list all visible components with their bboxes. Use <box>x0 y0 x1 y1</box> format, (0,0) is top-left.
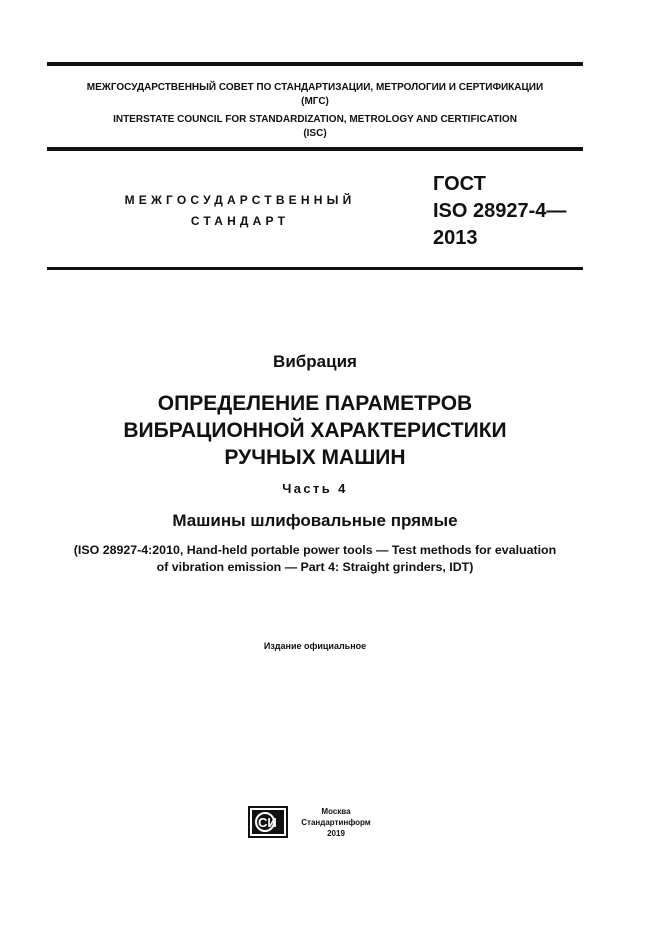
gost-designation <box>433 171 566 252</box>
main-title-line3: РУЧНЫХ МАШИН <box>224 446 406 469</box>
publisher-name: Стандартинформ <box>301 818 371 827</box>
topic-title: Вибрация <box>273 352 357 371</box>
council-header-en <box>47 113 583 141</box>
part-number: Часть 4 <box>282 481 348 496</box>
iso-reference-line2: of vibration emission — Part 4: Straight grinders, IDT) <box>156 560 474 574</box>
gost-line1: ГОСТ <box>433 173 486 195</box>
standard-label-line2: СТАНДАРТ <box>190 214 290 228</box>
part-subtitle: Машины шлифовальные прямые <box>172 511 458 530</box>
iso-reference-line1: (ISO 28927-4:2010, Hand-held portable power tools — Test methods for evaluation <box>73 543 557 557</box>
logo-lettering: СИ <box>258 815 277 830</box>
publisher-text <box>296 806 376 839</box>
gost-line3: 2013 <box>433 227 478 249</box>
interstate-standard-label <box>80 190 400 232</box>
gost-line2: ISO 28927-4— <box>433 200 567 222</box>
council-en-line1: INTERSTATE COUNCIL FOR STANDARDIZATION, METROLOGY AND CERTIFICATION <box>113 114 517 125</box>
council-en-line2: (ISC) <box>303 128 327 139</box>
publisher-block <box>248 806 388 842</box>
publisher-year: 2019 <box>327 829 345 838</box>
edition-label: Издание официальное <box>263 641 367 651</box>
header-bottom-rule <box>47 147 583 151</box>
main-title-line2: ВИБРАЦИОННОЙ ХАРАКТЕРИСТИКИ <box>123 419 507 442</box>
council-ru-line1: МЕЖГОСУДАРСТВЕННЫЙ СОВЕТ ПО СТАНДАРТИЗАЦИИ, МЕТРОЛОГИИ И СЕРТИФИКАЦИИ <box>86 82 544 93</box>
standard-label-line1: МЕЖГОСУДАРСТВЕННЫЙ <box>124 193 356 207</box>
designation-bottom-rule <box>47 267 583 270</box>
standartinform-logo-icon <box>248 806 288 838</box>
main-title-line1: ОПРЕДЕЛЕНИЕ ПАРАМЕТРОВ <box>157 392 473 415</box>
publisher-city: Москва <box>321 807 351 816</box>
council-ru-line2: (МГС) <box>301 96 329 107</box>
council-header-ru <box>47 81 583 109</box>
iso-reference <box>47 542 583 576</box>
main-title <box>47 390 583 471</box>
top-rule <box>47 62 583 66</box>
